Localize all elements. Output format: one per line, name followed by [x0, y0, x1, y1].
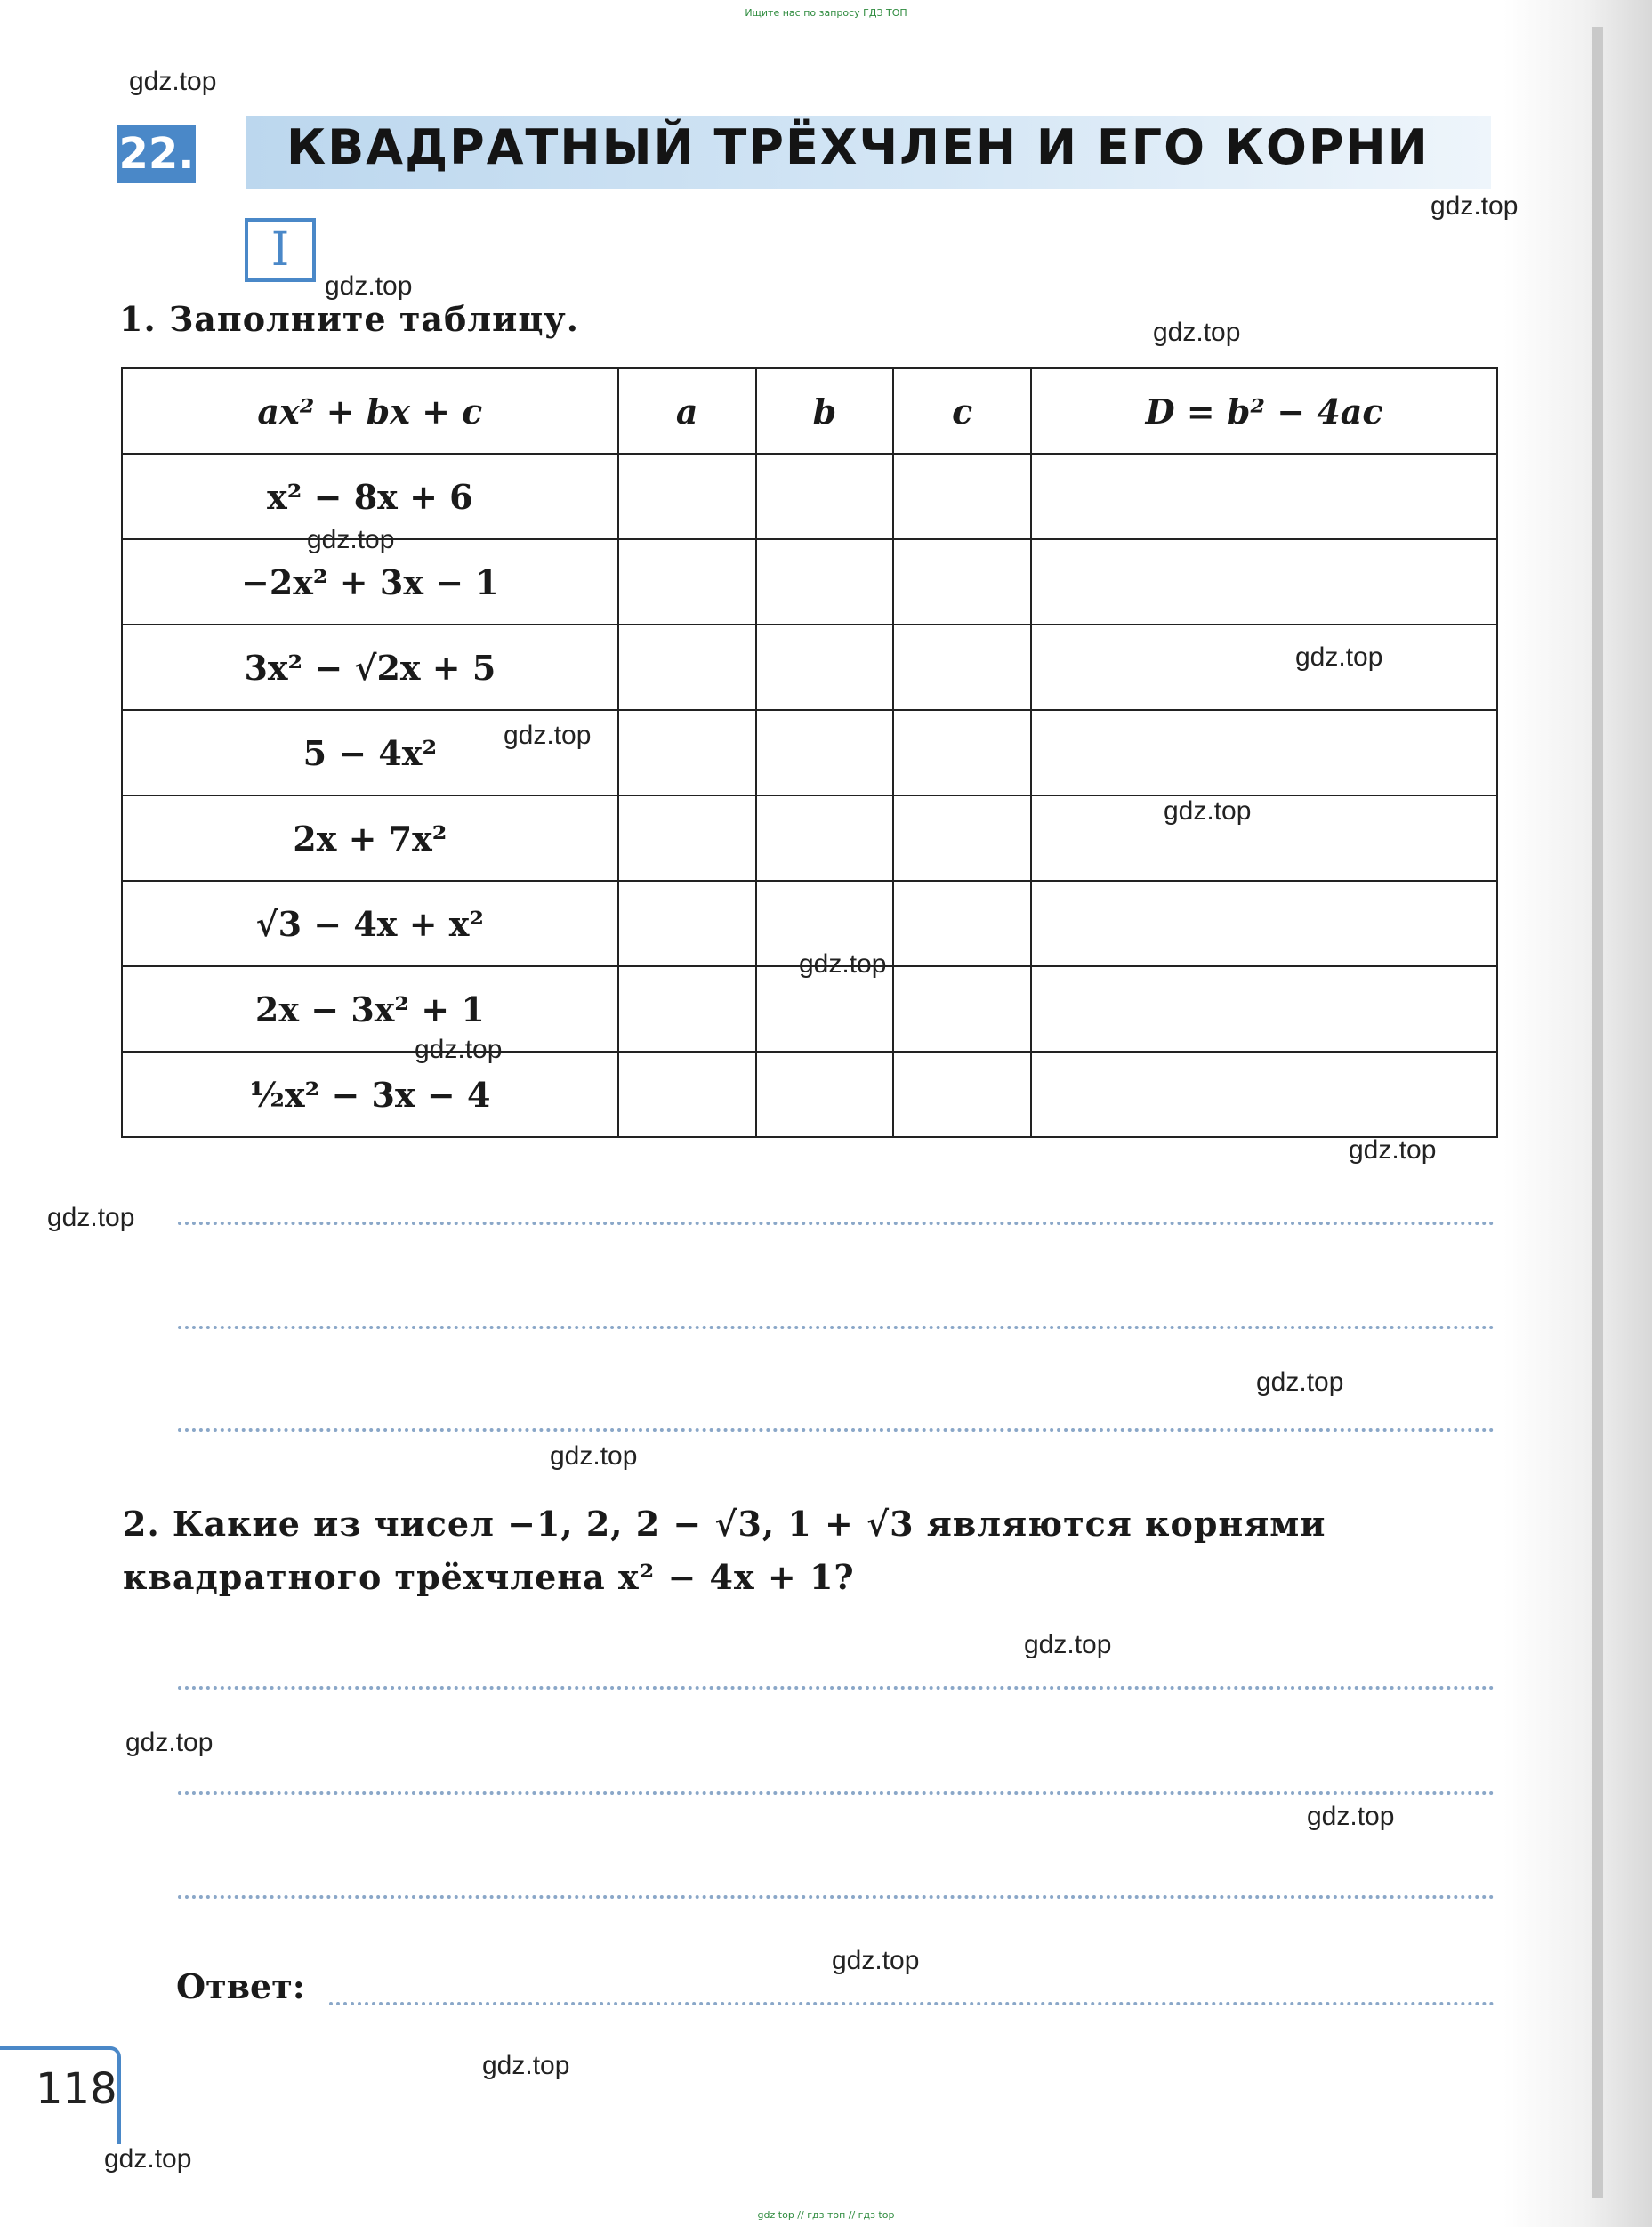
cell-a[interactable] — [618, 539, 756, 625]
cell-c[interactable] — [893, 966, 1031, 1052]
watermark: gdz.top — [307, 525, 395, 554]
table-header-row — [122, 368, 1497, 454]
cell-d[interactable] — [1031, 454, 1497, 539]
cell-b[interactable] — [756, 710, 894, 795]
cell-b[interactable] — [756, 539, 894, 625]
cell-a[interactable] — [618, 1052, 756, 1137]
cell-c[interactable] — [893, 1052, 1031, 1137]
answer-line[interactable] — [178, 1428, 1495, 1432]
cell-b[interactable] — [756, 454, 894, 539]
cell-d[interactable] — [1031, 966, 1497, 1052]
answer-line[interactable] — [178, 1791, 1495, 1795]
header-b: b — [756, 368, 894, 454]
cell-c[interactable] — [893, 710, 1031, 795]
cell-a[interactable] — [618, 881, 756, 966]
polynomial-cell: 2x + 7x² — [122, 795, 618, 881]
cell-c[interactable] — [893, 795, 1031, 881]
cell-a[interactable] — [618, 454, 756, 539]
watermark: gdz.top — [1307, 1802, 1395, 1831]
polynomial-cell: 5 − 4x² — [122, 710, 618, 795]
answer-line[interactable] — [178, 1326, 1495, 1329]
cell-d[interactable] — [1031, 1052, 1497, 1137]
cell-c[interactable] — [893, 881, 1031, 966]
watermark: gdz.top — [504, 721, 592, 750]
header-a: a — [618, 368, 756, 454]
table-row — [122, 625, 1497, 710]
polynomial-cell: √3 − 4x + x² — [122, 881, 618, 966]
header-discriminant: D = b² − 4ac — [1031, 368, 1497, 454]
polynomial-cell: ½x² − 3x − 4 — [122, 1052, 618, 1137]
cell-d[interactable] — [1031, 710, 1497, 795]
answer-line[interactable] — [178, 1895, 1495, 1899]
watermark: gdz.top — [799, 949, 887, 979]
polynomial-cell: 2x − 3x² + 1 — [122, 966, 618, 1052]
header-c: c — [893, 368, 1031, 454]
cell-d[interactable] — [1031, 795, 1497, 881]
level-badge: I — [245, 218, 316, 282]
cell-d[interactable] — [1031, 881, 1497, 966]
watermark: gdz.top — [104, 2144, 192, 2174]
cell-a[interactable] — [618, 966, 756, 1052]
table-row — [122, 1052, 1497, 1137]
watermark: gdz.top — [47, 1203, 135, 1232]
watermark: gdz.top — [129, 67, 217, 96]
watermark: gdz.top — [415, 1035, 503, 1064]
task2-text: 2. Какие из чисел −1, 2, 2 − √3, 1 + √3 являются корнями квадратного трёхчлена x² − 4x + 1? — [123, 1504, 1326, 1597]
page-number: 118 — [36, 2064, 117, 2114]
task1-title: 1. Заполните таблицу. — [119, 299, 579, 339]
cell-c[interactable] — [893, 454, 1031, 539]
cell-d[interactable] — [1031, 539, 1497, 625]
watermark: gdz.top — [1349, 1135, 1437, 1165]
table-row — [122, 795, 1497, 881]
answer-line[interactable] — [178, 1686, 1495, 1690]
cell-c[interactable] — [893, 625, 1031, 710]
section-number: 22. — [117, 125, 196, 183]
answer-label: Ответ: — [176, 1966, 305, 2006]
watermark: gdz.top — [550, 1441, 638, 1471]
top-notice: Ищите нас по запросу ГДЗ ТОП — [745, 7, 907, 19]
watermark: gdz.top — [1024, 1630, 1112, 1659]
section-title: КВАДРАТНЫЙ ТРЁХЧЛЕН И ЕГО КОРНИ — [286, 119, 1430, 175]
page-gutter-shade — [1503, 0, 1652, 2227]
watermark: gdz.top — [125, 1728, 214, 1757]
cell-b[interactable] — [756, 1052, 894, 1137]
cell-d[interactable] — [1031, 625, 1497, 710]
cell-b[interactable] — [756, 795, 894, 881]
cell-b[interactable] — [756, 625, 894, 710]
watermark: gdz.top — [1164, 796, 1252, 826]
table-row — [122, 710, 1497, 795]
watermark: gdz.top — [325, 271, 413, 301]
watermark: gdz.top — [1256, 1368, 1344, 1397]
watermark: gdz.top — [1295, 642, 1383, 672]
cell-a[interactable] — [618, 795, 756, 881]
watermark: gdz.top — [482, 2051, 570, 2080]
cell-a[interactable] — [618, 710, 756, 795]
polynomial-cell: 3x² − √2x + 5 — [122, 625, 618, 710]
watermark: gdz.top — [1430, 191, 1519, 221]
answer-input-line[interactable] — [329, 2002, 1495, 2005]
polynomial-cell: x² − 8x + 6 — [122, 454, 618, 539]
bottom-notice: gdz top // гдз топ // гдз top — [757, 2209, 895, 2221]
cell-a[interactable] — [618, 625, 756, 710]
page-edge — [1592, 27, 1603, 2198]
watermark: gdz.top — [1153, 318, 1241, 347]
coefficients-table — [121, 367, 1498, 1138]
header-polynomial: ax² + bx + c — [122, 368, 618, 454]
polynomial-cell: −2x² + 3x − 1 — [122, 539, 618, 625]
cell-c[interactable] — [893, 539, 1031, 625]
watermark: gdz.top — [832, 1946, 920, 1975]
answer-line[interactable] — [178, 1222, 1495, 1225]
